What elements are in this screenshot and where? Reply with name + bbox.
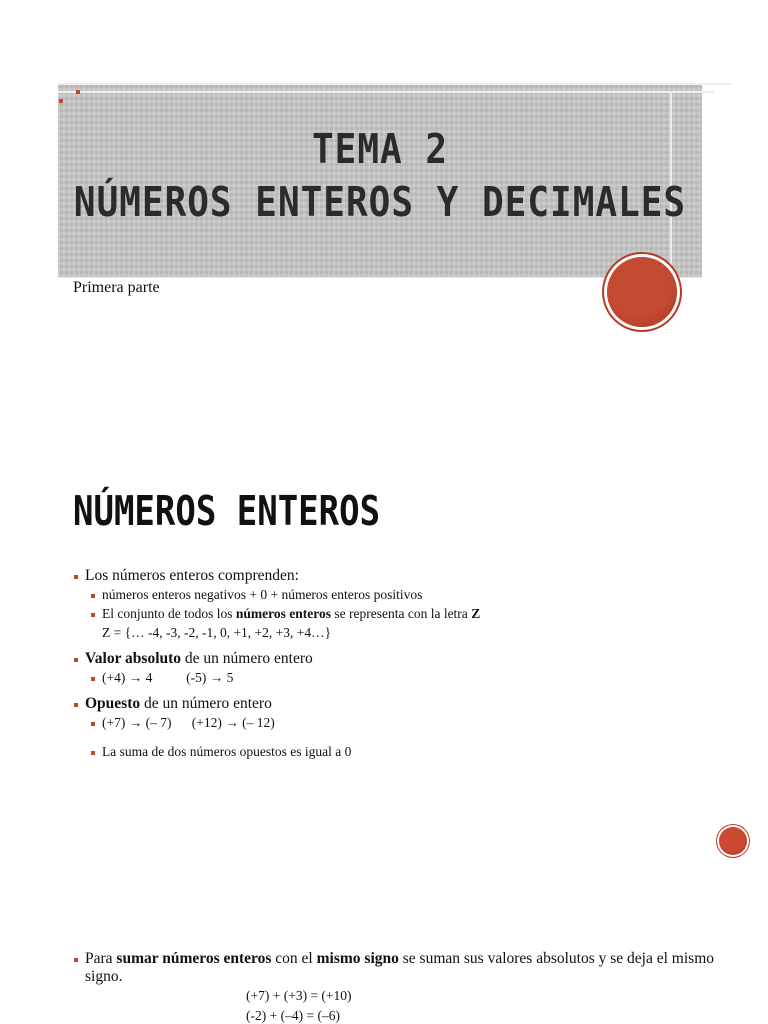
text-span: de un número entero	[181, 650, 313, 667]
sub-list-item	[73, 606, 693, 622]
text-span: se representa con la letra	[331, 606, 472, 621]
bold-text: Opuesto	[85, 695, 141, 712]
text-span: El conjunto de todos los	[102, 606, 236, 621]
bold-text: mismo signo	[316, 950, 399, 967]
slide-title-line2: NÚMEROS ENTEROS Y DECIMALES	[73, 179, 687, 227]
decorative-circle-large	[607, 257, 677, 327]
slide-title-line1: TEMA 2	[311, 126, 449, 174]
list-item	[73, 650, 693, 668]
title-banner	[58, 84, 702, 278]
list-item: Los números enteros comprenden:	[73, 567, 693, 585]
set-definition: Z = {… -4, -3, -2, -1, 0, +1, +2, +3, +4…}	[102, 625, 332, 640]
rule-paragraph	[73, 950, 725, 986]
text-span: se suman sus valores absolutos y se deja el mismo signo.	[85, 950, 714, 985]
decorative-circle-small	[719, 827, 747, 855]
example-equation: (+7) + (+3) = (+10)	[246, 988, 352, 1003]
text-span: Para	[85, 950, 117, 967]
sub-list-item: (+7) → (– 7) (+12) → (– 12)	[73, 715, 693, 731]
bold-letter: Z	[471, 606, 481, 621]
content-list	[73, 567, 693, 763]
list-item	[73, 695, 693, 713]
text-span: con el	[271, 950, 317, 967]
text-span: de un número entero	[140, 695, 272, 712]
sub-list-item: La suma de dos números opuestos es igual a 0	[73, 744, 693, 760]
banner-bottom-line	[58, 83, 731, 85]
slide-title	[58, 124, 702, 230]
sub-list-item: números enteros negativos + 0 + números enteros positivos	[73, 587, 693, 603]
example-equation: (-2) + (–4) = (–6)	[246, 1008, 340, 1023]
bold-text: Valor absoluto	[85, 650, 182, 667]
section-heading: NÚMEROS ENTEROS	[73, 488, 381, 536]
sub-list-item: (+4) → 4 (-5) → 5	[73, 670, 693, 686]
slide-subtitle: Primera parte	[73, 279, 160, 296]
banner-top-line	[58, 91, 714, 93]
bold-text: sumar números enteros	[116, 950, 272, 967]
bold-text: números enteros	[235, 606, 331, 621]
